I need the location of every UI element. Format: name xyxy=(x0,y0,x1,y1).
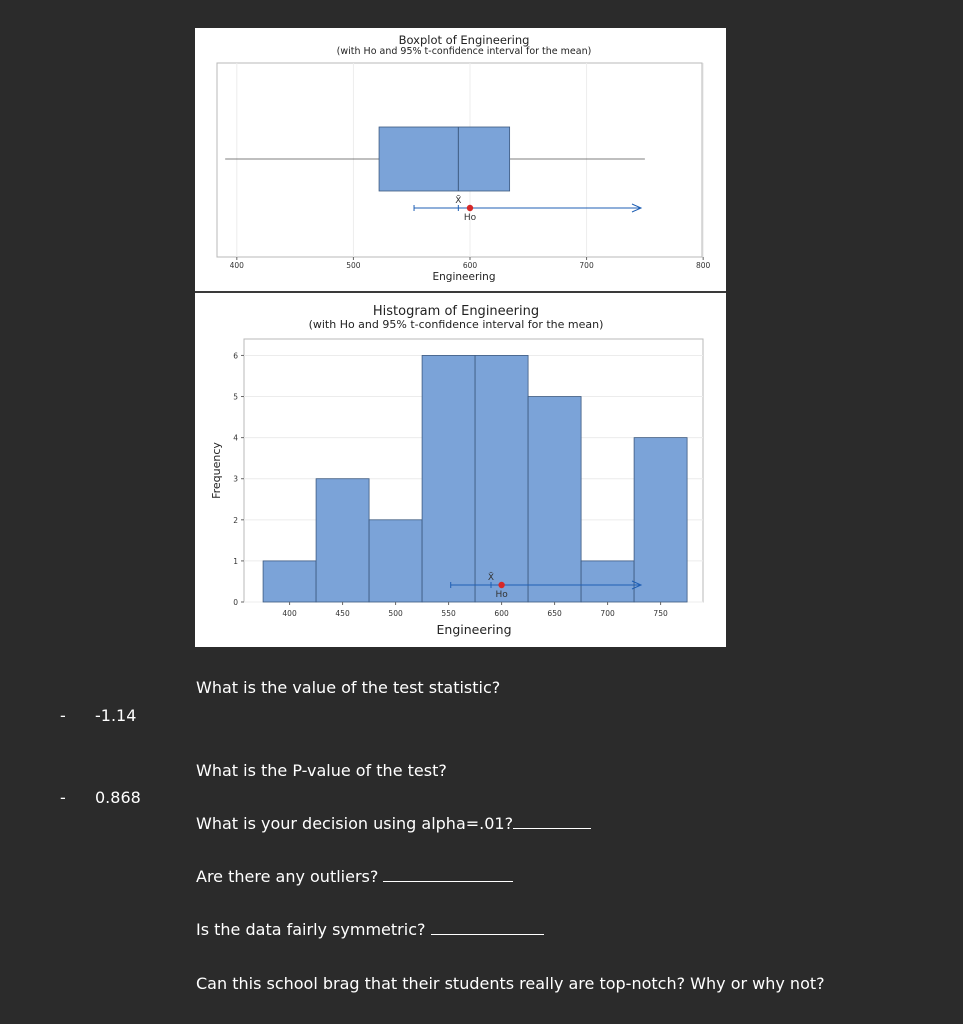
histogram-bar xyxy=(634,438,687,602)
question-text: Are there any outliers? xyxy=(196,867,379,886)
y-tick-label: 0 xyxy=(233,598,238,607)
ho-label: Ho xyxy=(463,213,477,223)
chart-title: Histogram of Engineering xyxy=(372,304,540,319)
histogram-bar xyxy=(263,561,316,602)
x-axis-label: Engineering xyxy=(432,271,496,283)
y-tick-label: 4 xyxy=(233,433,238,443)
ho-marker xyxy=(498,582,504,588)
y-tick-label: 5 xyxy=(233,392,238,402)
x-tick-label: 700 xyxy=(579,261,594,270)
x-tick-label: 500 xyxy=(346,261,361,270)
y-tick-label: 1 xyxy=(233,556,238,566)
question-text: What is your decision using alpha=.01? xyxy=(196,814,514,833)
y-tick-label: 2 xyxy=(233,515,238,525)
histogram-bar xyxy=(369,520,422,602)
x-tick-label: 400 xyxy=(229,261,244,270)
answer-test-statistic xyxy=(60,706,136,725)
question-test-statistic xyxy=(196,678,500,697)
histogram-bar xyxy=(528,397,581,602)
histogram-panel xyxy=(195,293,726,647)
x-tick-label: 650 xyxy=(547,609,562,618)
y-tick-label: 3 xyxy=(233,474,238,484)
mean-label: X̄ xyxy=(455,196,462,206)
x-tick-label: 400 xyxy=(282,609,297,618)
histogram-bar xyxy=(422,355,475,602)
x-tick-label: 450 xyxy=(335,609,350,618)
x-tick-label: 600 xyxy=(462,261,478,270)
question-text: Can this school brag that their students really are top-notch? Why or why not? xyxy=(196,974,825,993)
answer-value: -1.14 xyxy=(95,706,137,725)
answer-p-value xyxy=(60,788,141,807)
histogram-bar xyxy=(475,355,528,602)
histogram-bar xyxy=(581,561,634,602)
x-tick-label: 600 xyxy=(494,609,509,618)
x-tick-label: 550 xyxy=(441,609,456,618)
answer-blank[interactable] xyxy=(383,867,513,882)
box-iqr xyxy=(379,127,510,191)
answer-blank[interactable] xyxy=(431,920,544,935)
mean-label: X̄ xyxy=(487,573,495,583)
answer-blank[interactable] xyxy=(513,814,591,829)
answer-bullet: - xyxy=(60,788,66,807)
x-tick-label: 800 xyxy=(696,261,711,270)
boxplot-chart xyxy=(195,28,726,291)
question-text: Is the data fairly symmetric? xyxy=(196,920,426,939)
y-tick-label: 6 xyxy=(233,351,238,361)
question-outliers xyxy=(196,867,513,886)
chart-subtitle: (with Ho and 95% t-confidence interval for the mean) xyxy=(336,46,592,57)
question-symmetric xyxy=(196,920,544,939)
x-tick-label: 700 xyxy=(600,609,615,618)
question-text: What is the P-value of the test? xyxy=(196,761,447,780)
histogram-bar xyxy=(316,479,369,602)
ho-label: Ho xyxy=(495,590,508,600)
chart-title: Boxplot of Engineering xyxy=(398,33,530,47)
question-text: What is the value of the test statistic? xyxy=(196,678,501,697)
y-axis-label: Frequency xyxy=(210,442,223,499)
histogram-chart xyxy=(195,293,726,647)
x-axis-label: Engineering xyxy=(436,622,512,637)
ho-marker xyxy=(467,205,473,211)
x-tick-label: 500 xyxy=(388,609,403,618)
question-decision xyxy=(196,814,591,833)
chart-subtitle: (with Ho and 95% t-confidence interval for the mean) xyxy=(308,318,604,331)
question-p-value xyxy=(196,761,447,780)
boxplot-panel xyxy=(195,28,726,291)
x-tick-label: 750 xyxy=(653,609,668,618)
answer-value: 0.868 xyxy=(95,788,141,807)
answer-bullet: - xyxy=(60,706,66,725)
question-brag xyxy=(196,974,825,993)
